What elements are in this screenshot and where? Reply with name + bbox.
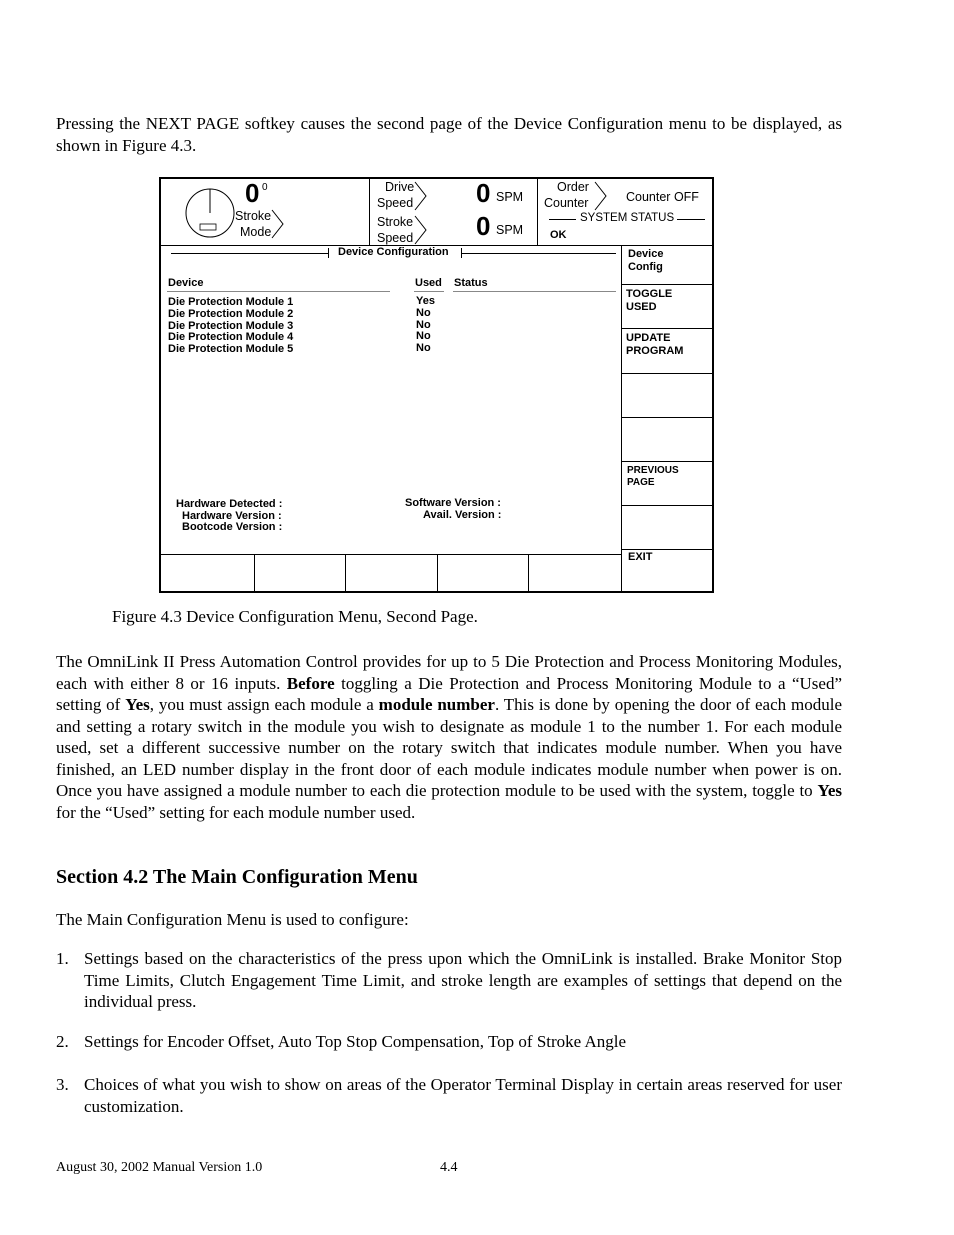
- drive-speed-unit: SPM: [496, 190, 524, 204]
- bootcode-version-label: Bootcode Version :: [182, 521, 283, 533]
- stroke-dial-icon: [183, 188, 239, 238]
- col-device: Device: [168, 277, 204, 289]
- device-config-screen: [159, 177, 714, 593]
- table-row-used[interactable]: No: [416, 342, 431, 355]
- softkey-blank-4[interactable]: [622, 375, 714, 417]
- list-item: 2. Settings for Encoder Offset, Auto Top Stop Compensation, Top of Stroke Angle: [56, 1032, 627, 1051]
- list-item: 1. Settings based on the characteristics of the press upon which the OmniLink is installed. Brake Monitor Stop Time Limits, Clutch Engagement Time Limit, and stroke length are examples of settings that depend on the individual press.: [56, 949, 842, 1011]
- avail-version-label: Avail. Version :: [423, 509, 502, 521]
- bottom-softkey-3[interactable]: [346, 555, 437, 591]
- drive-speed-line2: Speed: [377, 196, 414, 210]
- col-used: Used: [415, 277, 442, 289]
- softkey-blank-5[interactable]: [622, 419, 714, 461]
- table-row-device[interactable]: Die Protection Module 4: [168, 331, 294, 344]
- order-counter-arrow-icon: [594, 181, 608, 211]
- intro-paragraph: Pressing the NEXT PAGE softkey causes the second page of the Device Configuration menu to be displayed, as shown in Figure 4.3.: [56, 114, 842, 155]
- panel-title: Device Configuration: [338, 246, 449, 258]
- table-row-used[interactable]: No: [416, 306, 431, 319]
- bottom-softkey-1[interactable]: [161, 555, 254, 591]
- page-number: 4.4: [440, 1160, 458, 1175]
- softkey-toggle-used[interactable]: TOGGLE USED: [626, 288, 673, 313]
- stroke-speed-line1: Stroke: [377, 215, 414, 229]
- table-row-device[interactable]: Die Protection Module 2: [168, 307, 294, 320]
- bottom-softkey-2[interactable]: [255, 555, 345, 591]
- table-row-used[interactable]: Yes: [416, 295, 435, 307]
- table-row-used[interactable]: No: [416, 330, 431, 343]
- stroke-speed-value: 0: [476, 211, 491, 241]
- order-counter-line2: Counter: [544, 196, 589, 210]
- softkey-device-config[interactable]: Device Config: [628, 248, 664, 273]
- section-intro: The Main Configuration Menu is used to configure:: [56, 910, 409, 929]
- stroke-speed-arrow-icon: [414, 215, 428, 245]
- list-item: 3. Choices of what you wish to show on areas of the Operator Terminal Display in certain areas reserved for user customization.: [56, 1075, 842, 1116]
- table-row-used[interactable]: No: [416, 318, 431, 331]
- hardware-version-label: Hardware Version :: [182, 510, 282, 522]
- stroke-mode-line2: Mode: [240, 225, 272, 239]
- system-status-value: OK: [550, 229, 567, 241]
- softkey-exit[interactable]: EXIT: [628, 551, 653, 563]
- footer-date-version: August 30, 2002 Manual Version 1.0: [56, 1160, 263, 1175]
- table-row-device[interactable]: Die Protection Module 3: [168, 319, 294, 332]
- drive-speed-line1: Drive: [385, 180, 415, 194]
- table-row-device[interactable]: Die Protection Module 5: [168, 343, 294, 356]
- drive-speed-arrow-icon: [414, 181, 428, 211]
- used-list: [416, 296, 435, 355]
- drive-speed-value: 0: [476, 178, 491, 208]
- order-counter-line1: Order: [557, 180, 589, 194]
- softkey-update-program[interactable]: UPDATE PROGRAM: [626, 332, 684, 357]
- angle-value: 0: [245, 178, 260, 208]
- bottom-softkey-5[interactable]: [529, 555, 621, 591]
- softkey-previous-page[interactable]: PREVIOUS PAGE: [627, 465, 679, 488]
- hardware-detected-label: Hardware Detected :: [176, 498, 283, 510]
- system-status-label: SYSTEM STATUS: [580, 212, 675, 224]
- software-version-label: Software Version :: [405, 497, 501, 509]
- figure-caption: Figure 4.3 Device Configuration Menu, Second Page.: [112, 607, 478, 626]
- section-title: Section 4.2 The Main Configuration Menu: [56, 866, 418, 888]
- softkey-blank-7[interactable]: [622, 507, 714, 549]
- stroke-speed-line2: Speed: [377, 231, 414, 245]
- angle-unit: 0: [262, 182, 268, 193]
- table-row-device[interactable]: Die Protection Module 1: [168, 296, 294, 308]
- body-paragraph: The OmniLink II Press Automation Control provides for up to 5 Die Protection and Process Monitoring Modules, each with either 8 or 16 inputs. Before toggling a Die Protection and Process Monitoring Module to a “Used” setting of Yes, you must assign each module a module number. This is done by opening the door of each module and setting a rotary switch in the module you wish to designate as module 1 to the number 1. For each module used, set a different successive number on the rotary switch that indicates module number. When you have finished, an LED number display in the front door of each module indicates module number when power is on. Once you have assigned a module number to each die protection module to be used with the system, toggle to Yes for the “Used” setting for each module number used.: [56, 652, 843, 822]
- stroke-speed-unit: SPM: [496, 223, 524, 237]
- stroke-mode-line1: Stroke: [235, 209, 272, 223]
- device-list: [168, 297, 293, 356]
- bottom-softkey-4[interactable]: [438, 555, 528, 591]
- counter-status: Counter OFF: [626, 190, 699, 204]
- stroke-mode-arrow-icon: [271, 209, 285, 239]
- col-status: Status: [454, 277, 488, 289]
